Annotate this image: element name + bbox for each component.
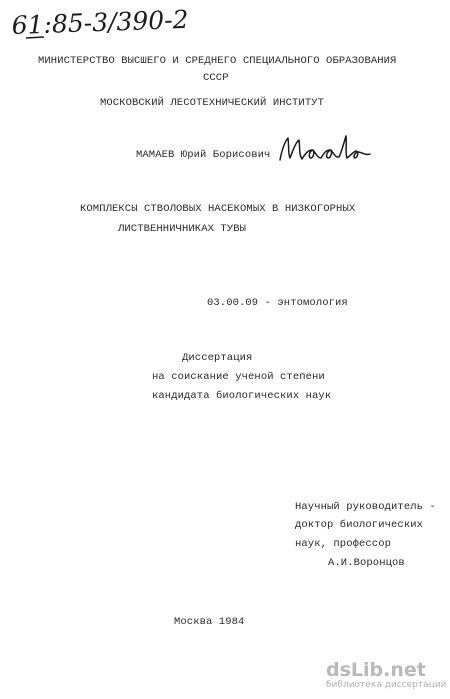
dissertation-label: Диссертация — [182, 352, 253, 364]
author-signature — [274, 130, 374, 170]
dslib-watermark[interactable] — [326, 659, 447, 693]
ministry-line: МИНИСТЕРСТВО ВЫСШЕГО И СРЕДНЕГО СПЕЦИАЛЬНОГО ОБРАЗОВАНИЯ — [38, 55, 397, 67]
author-name: МАМАЕВ Юрий Борисович — [136, 149, 271, 161]
watermark-logo: dsLib.net — [326, 659, 426, 681]
degree-field-line: кандидата биологических наук — [152, 390, 332, 402]
country-line: СССР — [203, 72, 229, 84]
title-line-2: ЛИСТВЕННИЧНИКАХ ТУВЫ — [118, 223, 247, 235]
supervisor-line-1: Научный руководитель - — [295, 501, 436, 513]
supervisor-name: А.И.Воронцов — [328, 557, 405, 569]
title-line-1: КОМПЛЕКСЫ СТВОЛОВЫХ НАСЕКОМЫХ В НИЗКОГОРНЫХ — [80, 203, 356, 215]
institute-line: МОСКОВСКИЙ ЛЕСОТЕХНИЧЕСКИЙ ИНСТИТУТ — [100, 97, 325, 109]
place-year: Москва 1984 — [174, 616, 245, 628]
svg-text:61:85-3/390-2: 61:85-3/390-2 — [11, 4, 190, 40]
supervisor-line-3: наук, профессор — [295, 538, 392, 550]
supervisor-line-2: доктор биологических — [295, 519, 424, 531]
specialty-code: 03.00.09 - энтомология — [207, 297, 348, 309]
degree-line: на соискание ученой степени — [152, 371, 325, 383]
handwritten-archive-number — [8, 4, 233, 44]
watermark-subtitle: библиотека диссертаций — [326, 680, 447, 690]
